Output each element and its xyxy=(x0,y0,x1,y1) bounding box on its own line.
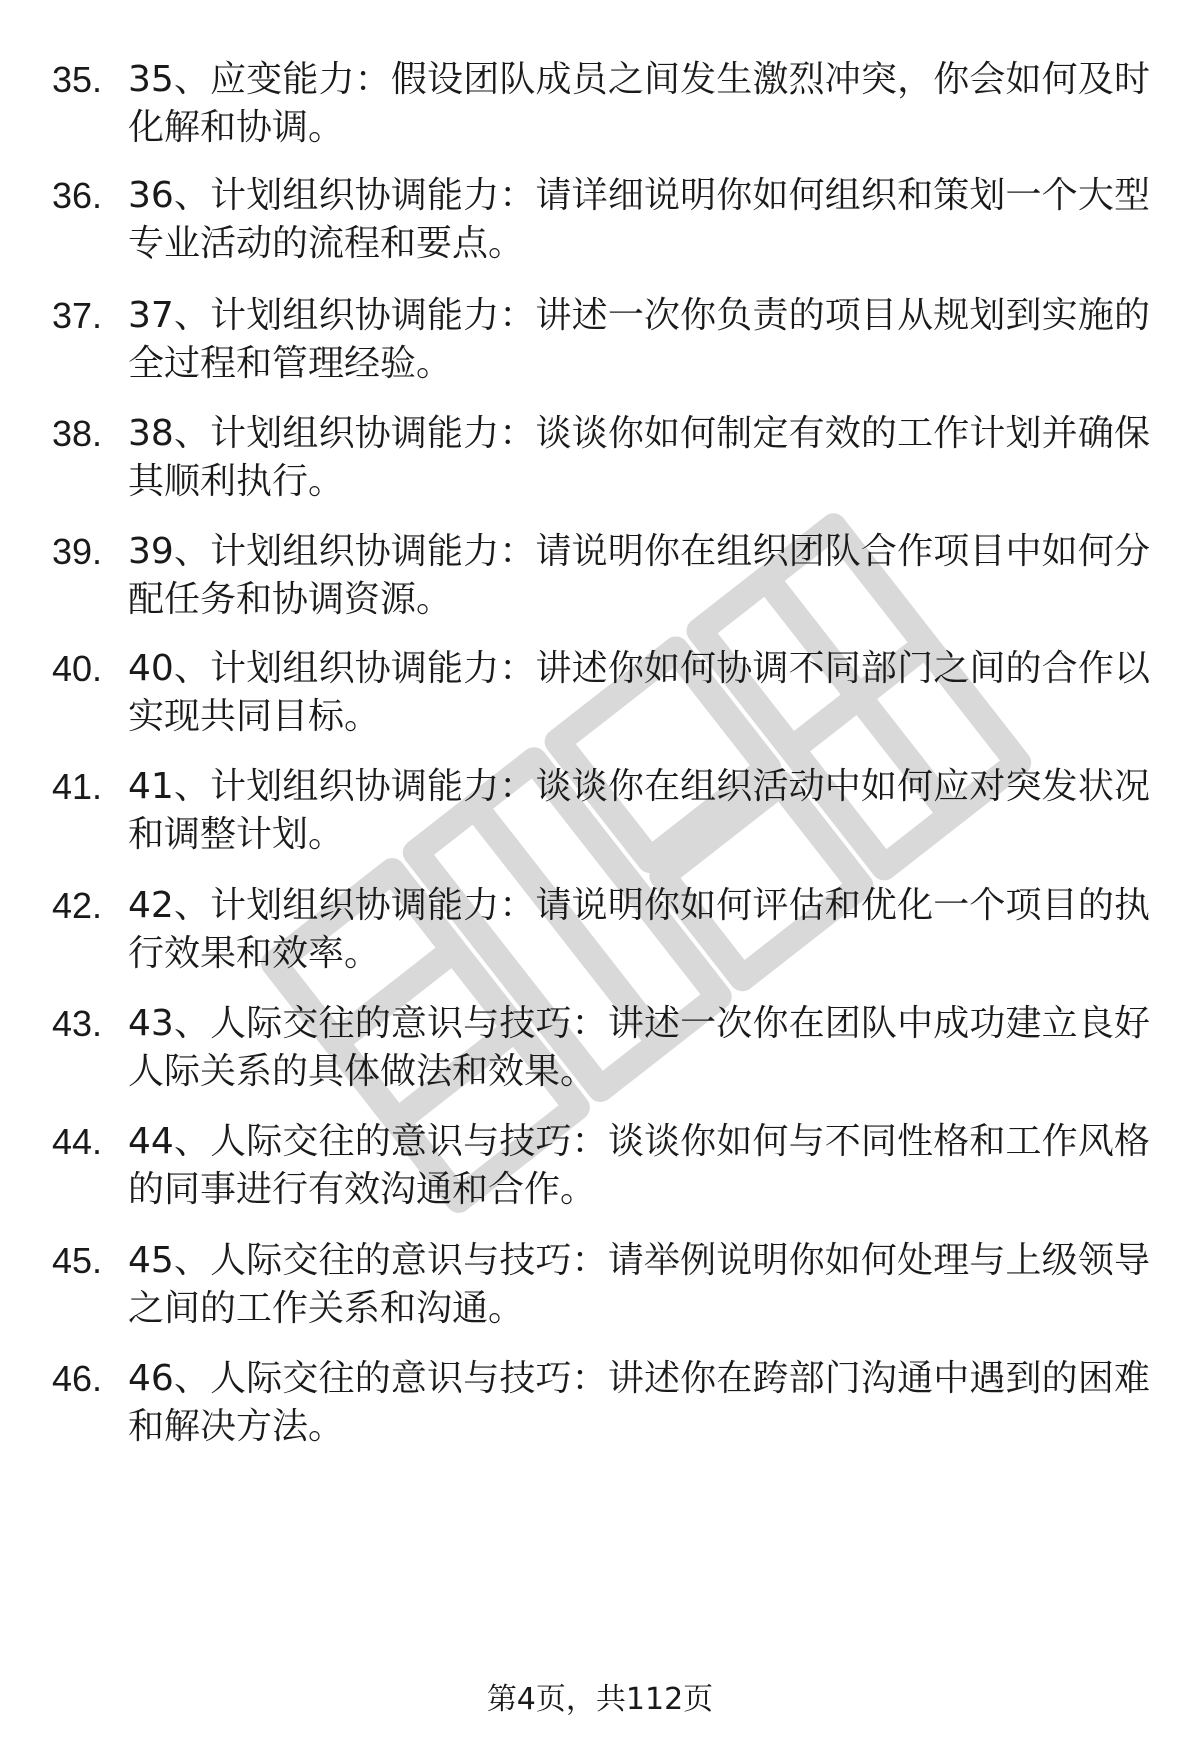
page-number-label: 第4页，共112页 xyxy=(486,1682,714,1717)
question-text: 44、人际交往的意识与技巧：谈谈你如何与不同性格和工作风格的同事进行有效沟通和合作。 xyxy=(128,1121,1150,1210)
question-number: 46. xyxy=(52,1358,103,1399)
question-number: 42. xyxy=(52,885,103,926)
question-number: 41. xyxy=(52,766,103,807)
question-item xyxy=(0,1000,1200,1110)
question-item xyxy=(0,1118,1200,1228)
question-text: 36、计划组织协调能力：请详细说明你如何组织和策划一个大型专业活动的流程和要点。 xyxy=(128,175,1150,264)
question-text: 35、应变能力：假设团队成员之间发生激烈冲突，你会如何及时化解和协调。 xyxy=(128,59,1150,148)
question-text: 37、计划组织协调能力：讲述一次你负责的项目从规划到实施的全过程和管理经验。 xyxy=(128,295,1150,384)
question-item xyxy=(0,645,1200,755)
question-text: 38、计划组织协调能力：谈谈你如何制定有效的工作计划并确保其顺利执行。 xyxy=(128,413,1150,502)
question-item xyxy=(0,292,1200,402)
question-item xyxy=(0,172,1200,282)
question-number: 39. xyxy=(52,531,103,572)
question-number: 43. xyxy=(52,1003,103,1044)
question-text: 42、计划组织协调能力：请说明你如何评估和优化一个项目的执行效果和效率。 xyxy=(128,885,1150,974)
question-number: 36. xyxy=(52,175,103,216)
question-item xyxy=(0,763,1200,873)
question-number: 44. xyxy=(52,1121,103,1162)
question-text: 43、人际交往的意识与技巧：讲述一次你在团队中成功建立良好人际关系的具体做法和效果。 xyxy=(128,1003,1150,1092)
question-item xyxy=(0,1237,1200,1347)
question-text: 40、计划组织协调能力：讲述你如何协调不同部门之间的合作以实现共同目标。 xyxy=(128,648,1150,737)
question-item xyxy=(0,410,1200,520)
page-footer xyxy=(0,1680,1200,1720)
question-text: 41、计划组织协调能力：谈谈你在组织活动中如何应对突发状况和调整计划。 xyxy=(128,766,1150,855)
question-item xyxy=(0,56,1200,166)
question-item xyxy=(0,882,1200,992)
question-text: 39、计划组织协调能力：请说明你在组织团队合作项目中如何分配任务和协调资源。 xyxy=(128,531,1150,620)
question-number: 35. xyxy=(52,59,103,100)
question-item xyxy=(0,528,1200,638)
question-text: 45、人际交往的意识与技巧：请举例说明你如何处理与上级领导之间的工作关系和沟通。 xyxy=(128,1240,1150,1329)
question-number: 38. xyxy=(52,413,103,454)
question-number: 37. xyxy=(52,295,103,336)
question-number: 40. xyxy=(52,648,103,689)
question-text: 46、人际交往的意识与技巧：讲述你在跨部门沟通中遇到的困难和解决方法。 xyxy=(128,1358,1150,1447)
question-item xyxy=(0,1355,1200,1465)
question-number: 45. xyxy=(52,1240,103,1281)
